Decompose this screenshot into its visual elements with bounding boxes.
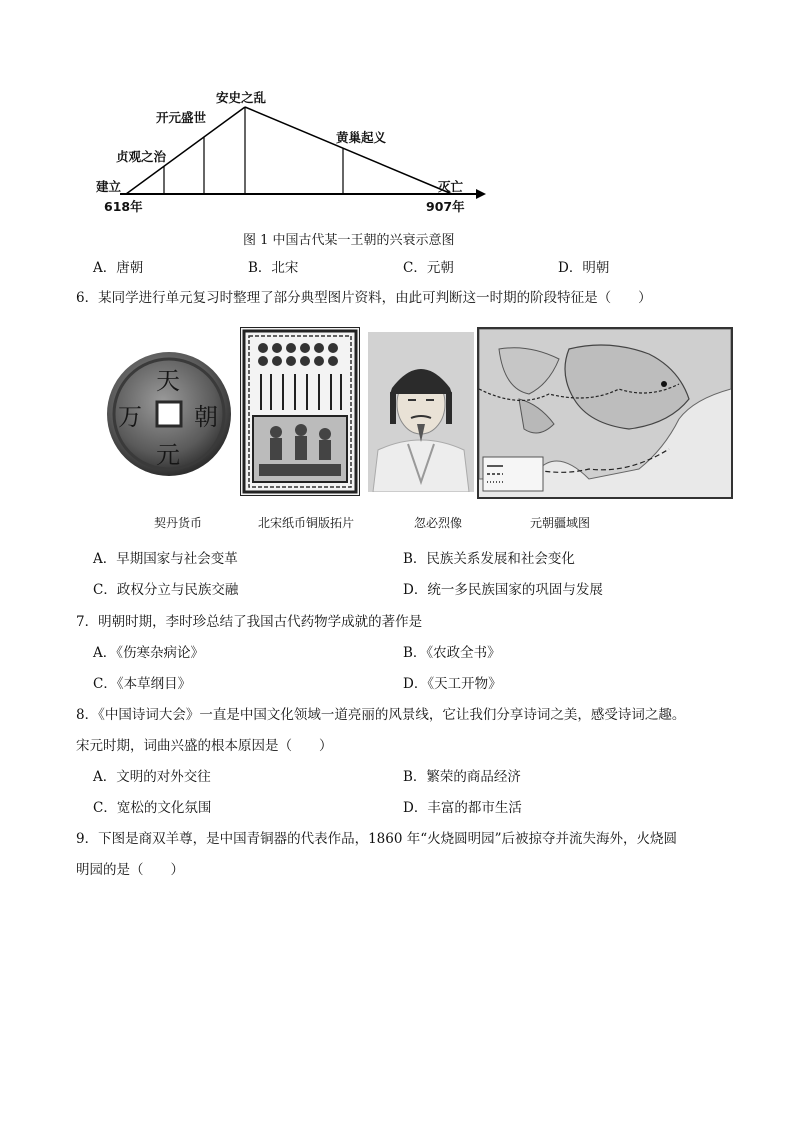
- decline-line: [245, 107, 452, 194]
- q7-stem: 7．明朝时期，李时珍总结了我国古代药物学成就的著作是: [76, 614, 423, 630]
- q7-option-c[interactable]: C．《本草纲目》: [93, 676, 192, 692]
- q9-stem-line2: 明园的是（ ）: [76, 862, 184, 878]
- q8-option-d[interactable]: D．丰富的都市生活: [403, 800, 522, 816]
- q6-stem: 6．某同学进行单元复习时整理了部分典型图片资料，由此可判断这一时期的阶段特征是（ ）: [76, 290, 652, 306]
- label-kaiyuan: 开元盛世: [156, 110, 207, 125]
- label-huangchao: 黄巢起义: [336, 130, 387, 145]
- q7-option-a[interactable]: A．《伤寒杂病论》: [93, 645, 204, 661]
- q8-stem-line2: 宋元时期，词曲兴盛的根本原因是（ ）: [76, 738, 333, 754]
- song-paper-money-rubbing-image: [240, 327, 360, 496]
- q5-option-d[interactable]: D．明朝: [558, 260, 610, 276]
- coin-char-top: 天: [156, 367, 180, 395]
- caption-khitan-coin: 契丹货币: [154, 516, 203, 530]
- label-founded: 建立: [96, 179, 122, 194]
- kublai-khan-portrait-image: [368, 332, 474, 492]
- q6-option-d[interactable]: D．统一多民族国家的巩固与发展: [403, 582, 603, 598]
- q6-option-c[interactable]: C．政权分立与民族交融: [93, 582, 239, 598]
- q6-option-a[interactable]: A．早期国家与社会变革: [93, 551, 238, 567]
- q8-option-c[interactable]: C．宽松的文化氛围: [93, 800, 212, 816]
- label-start-year: 618年: [104, 199, 143, 214]
- q8-option-b[interactable]: B．繁荣的商品经济: [403, 769, 521, 785]
- coin-char-left: 万: [118, 403, 142, 431]
- khitan-coin-image: [104, 349, 234, 479]
- label-anshi: 安史之乱: [216, 90, 267, 105]
- q7-option-b[interactable]: B．《农政全书》: [403, 645, 501, 661]
- figure-caption: 图 1 中国古代某一王朝的兴衰示意图: [243, 233, 455, 248]
- q7-option-d[interactable]: D．《天工开物》: [403, 676, 502, 692]
- caption-song-paper-money: 北宋纸币铜版拓片: [258, 516, 355, 530]
- q5-option-a[interactable]: A．唐朝: [93, 260, 144, 276]
- label-end-year: 907年: [426, 199, 465, 214]
- caption-kublai-khan: 忽必烈像: [414, 516, 463, 530]
- caption-yuan-map: 元朝疆域图: [530, 516, 591, 530]
- yuan-territory-map-image: [477, 327, 733, 499]
- timeline-arrow: [476, 189, 486, 199]
- coin-char-right: 朝: [194, 403, 218, 431]
- q5-option-b[interactable]: B．北宋: [248, 260, 299, 276]
- label-zhenguan: 贞观之治: [116, 149, 167, 164]
- q9-stem-line1: 9．下图是商双羊尊，是中国青铜器的代表作品，1860 年“火烧圆明园”后被掠夺并流失海外，火烧圆: [76, 831, 678, 847]
- label-fall: 灭亡: [438, 179, 464, 194]
- dynasty-timeline-figure: [90, 85, 510, 215]
- q5-option-c[interactable]: C．元朝: [403, 260, 454, 276]
- q8-stem-line1: 8．《中国诗词大会》一直是中国文化领域一道亮丽的风景线，它让我们分享诗词之美，感受诗词之趣。: [76, 707, 686, 723]
- coin-char-bottom: 元: [156, 441, 180, 469]
- q6-option-b[interactable]: B．民族关系发展和社会变化: [403, 551, 575, 567]
- q8-option-a[interactable]: A．文明的对外交往: [93, 769, 211, 785]
